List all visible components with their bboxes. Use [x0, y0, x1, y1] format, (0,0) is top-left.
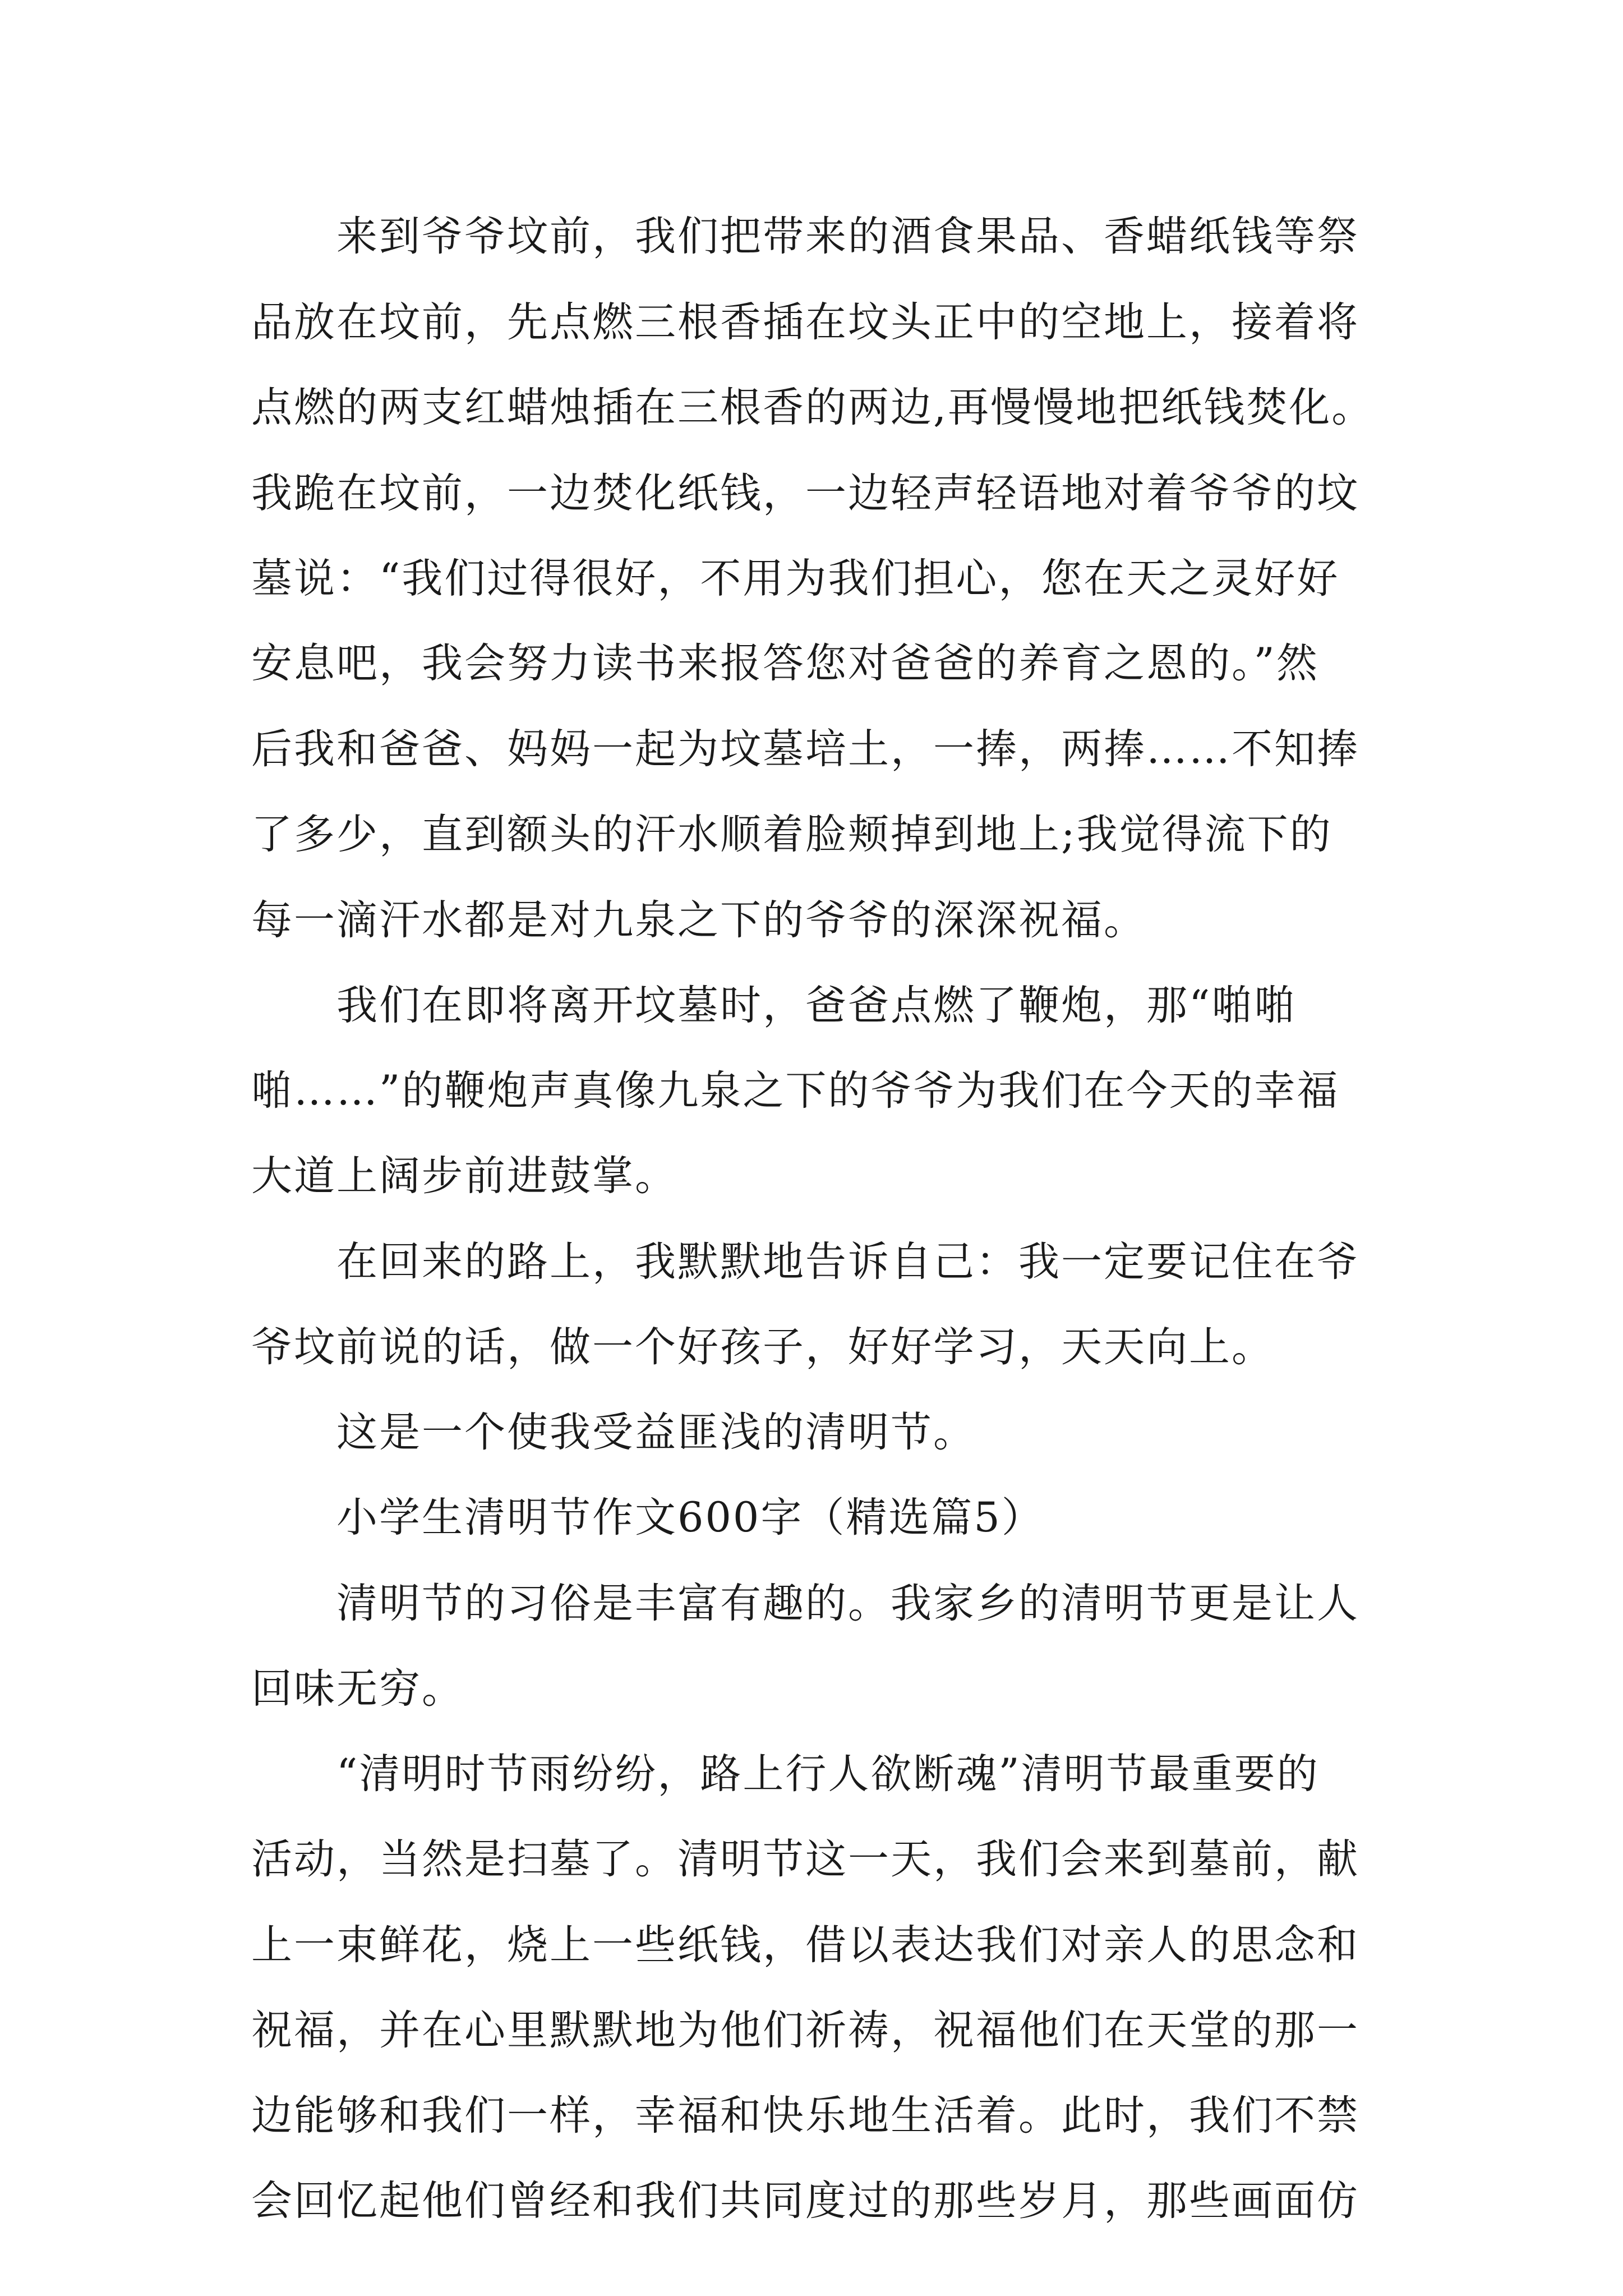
text-line: 清明节的习俗是丰富有趣的。我家乡的清明节更是让人 — [336, 1580, 1359, 1627]
text-line: 每一滴汗水都是对九泉之下的爷爷的深深祝福。 — [251, 896, 1146, 944]
text-line: 回味无穷。 — [251, 1665, 464, 1713]
text-line: 我跪在坟前，一边焚化纸钱，一边轻声轻语地对着爷爷的坟 — [251, 470, 1359, 517]
text-line: 边能够和我们一样，幸福和快乐地生活着。此时，我们不禁 — [251, 2092, 1359, 2139]
text-line: 品放在坟前，先点燃三根香插在坟头正中的空地上，接着将 — [251, 298, 1359, 346]
text-line: 我们在即将离开坟墓时，爸爸点燃了鞭炮，那“啪啪 — [336, 982, 1297, 1029]
text-line: 祝福，并在心里默默地为他们祈祷，祝福他们在天堂的那一 — [251, 2007, 1359, 2054]
text-line: 墓说：“我们过得很好，不用为我们担心，您在天之灵好好 — [251, 555, 1340, 602]
text-line: 上一束鲜花，烧上一些纸钱，借以表达我们对亲人的思念和 — [251, 1921, 1359, 1969]
text-line: 安息吧，我会努力读书来报答您对爸爸的养育之恩的。”然 — [251, 639, 1319, 687]
text-line: 会回忆起他们曾经和我们共同度过的那些岁月，那些画面仿 — [251, 2177, 1359, 2225]
text-line: 啪……”的鞭炮声真像九泉之下的爷爷为我们在今天的幸福 — [251, 1067, 1340, 1115]
text-line: 大道上阔步前进鼓掌。 — [251, 1152, 677, 1200]
text-line: 这是一个使我受益匪浅的清明节。 — [336, 1409, 976, 1456]
text-line: “清明时节雨纷纷，路上行人欲断魂”清明节最重要的 — [336, 1750, 1320, 1798]
text-line: 活动，当然是扫墓了。清明节这一天，我们会来到墓前，献 — [251, 1835, 1359, 1883]
text-line: 点燃的两支红蜡烛插在三根香的两边,再慢慢地把纸钱焚化。 — [251, 384, 1375, 431]
text-line: 了多少，直到额头的汗水顺着脸颊掉到地上;我觉得流下的 — [251, 811, 1332, 858]
text-line: 在回来的路上，我默默地告诉自己：我一定要记住在爷 — [336, 1238, 1359, 1286]
text-line: 爷坟前说的话，做一个好孩子，好好学习，天天向上。 — [251, 1323, 1274, 1371]
section-heading: 小学生清明节作文600字（精选篇5） — [336, 1494, 1044, 1542]
text-line: 来到爷爷坟前，我们把带来的酒食果品、香蜡纸钱等祭 — [336, 213, 1359, 260]
text-line: 后我和爸爸、妈妈一起为坟墓培土，一捧，两捧……不知捧 — [251, 725, 1359, 773]
